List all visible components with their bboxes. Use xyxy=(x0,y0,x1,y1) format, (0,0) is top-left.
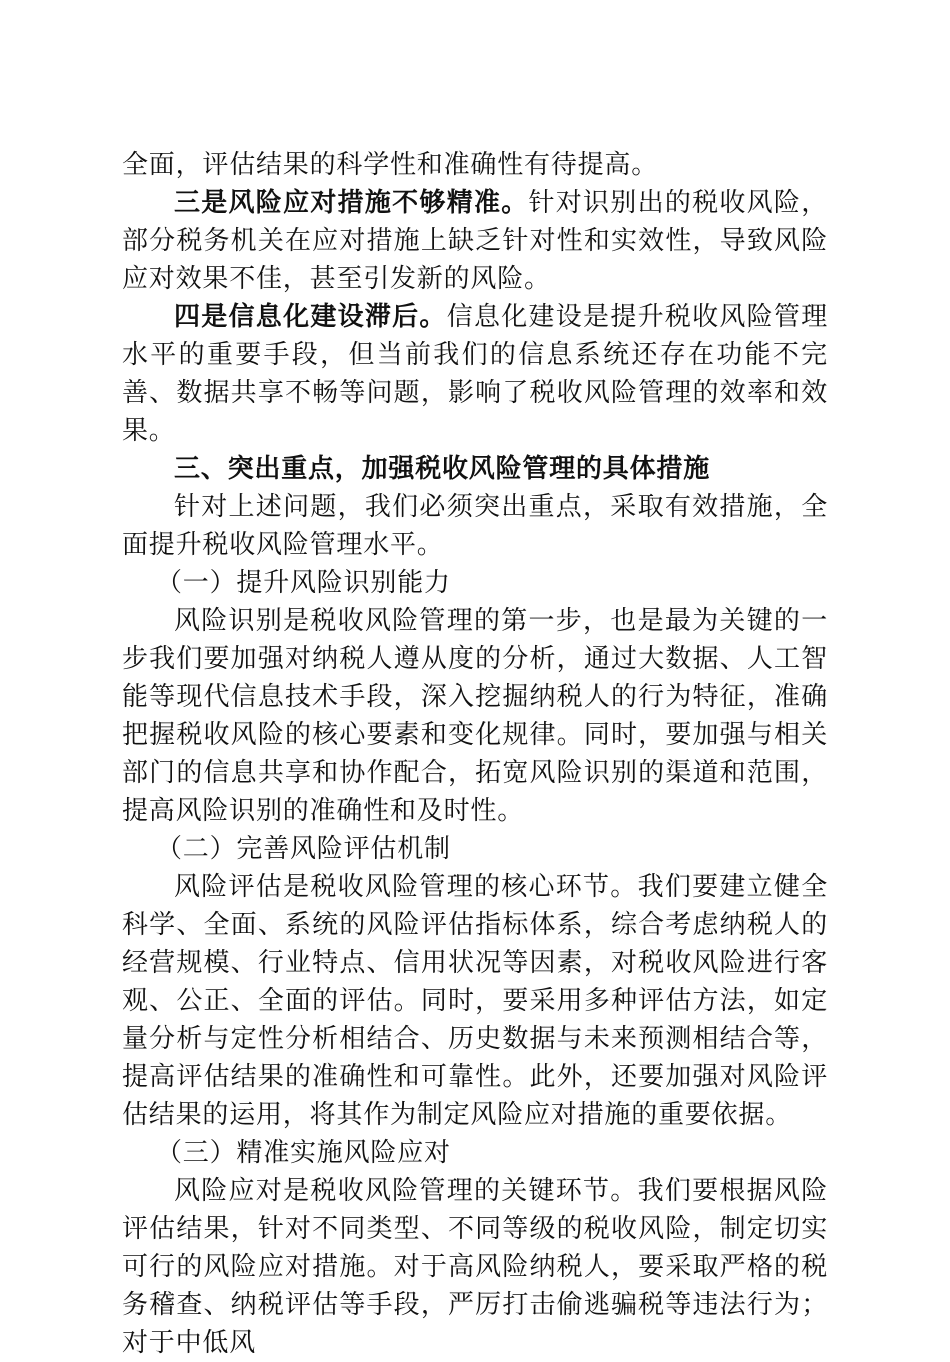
paragraph-risk-identification: 风险识别是税收风险管理的第一步，也是最为关键的一步我们要加强对纳税人遵从度的分析，通过大数据、人工智能等现代信息技术手段，深入挖掘纳税人的行为特征，准确把握税收风险的核心要素和变化规律。同时，要加强与相关部门的信息共享和协作配合，拓宽风险识别的渠道和范围，提高风险识别的准确性和及时性。 xyxy=(122,606,828,826)
point-four-body: 信息化建设是提升税收风险管理水平的重要手段，但当前我们的信息系统还存在功能不完善、数据共享不畅等问题，影响了税收风险管理的效率和效果。 xyxy=(122,302,828,446)
paragraph-continuation: 全面，评估结果的科学性和准确性有待提高。 xyxy=(122,150,659,180)
point-three-lead: 三是风险应对措施不够精准。 xyxy=(174,188,529,218)
subsection-two-heading: （二）完善风险评估机制 xyxy=(156,834,451,864)
subsection-three-heading: （三）精准实施风险应对 xyxy=(156,1138,451,1168)
section-three-heading: 三、突出重点，加强税收风险管理的具体措施 xyxy=(174,454,711,484)
paragraph-risk-assessment: 风险评估是税收风险管理的核心环节。我们要建立健全科学、全面、系统的风险评估指标体系，综合考虑纳税人的经营规模、行业特点、信用状况等因素，对税收风险进行客观、公正、全面的评估。同时，要采用多种评估方法，如定量分析与定性分析相结合、历史数据与未来预测相结合等，提高评估结果的准确性和可靠性。此外，还要加强对风险评估结果的运用，将其作为制定风险应对措施的重要依据。 xyxy=(122,872,828,1130)
point-three-body: 针对识别出的税收风险，部分税务机关在应对措施上缺乏针对性和实效性，导致风险应对效果不佳，甚至引发新的风险。 xyxy=(122,188,828,294)
paragraph-risk-response: 风险应对是税收风险管理的关键环节。我们要根据风险评估结果，针对不同类型、不同等级的税收风险，制定切实可行的风险应对措施。对于高风险纳税人，要采取严格的税务稽查、纳税评估等手段，严厉打击偷逃骗税等违法行为；对于中低风 xyxy=(122,1176,828,1358)
point-four-lead: 四是信息化建设滞后。 xyxy=(174,302,447,332)
subsection-one-heading: （一）提升风险识别能力 xyxy=(156,568,451,598)
paragraph-section-intro: 针对上述问题，我们必须突出重点，采取有效措施，全面提升税收风险管理水平。 xyxy=(122,492,828,560)
paragraph-point-three xyxy=(122,184,828,298)
paragraph-point-four xyxy=(122,298,828,450)
